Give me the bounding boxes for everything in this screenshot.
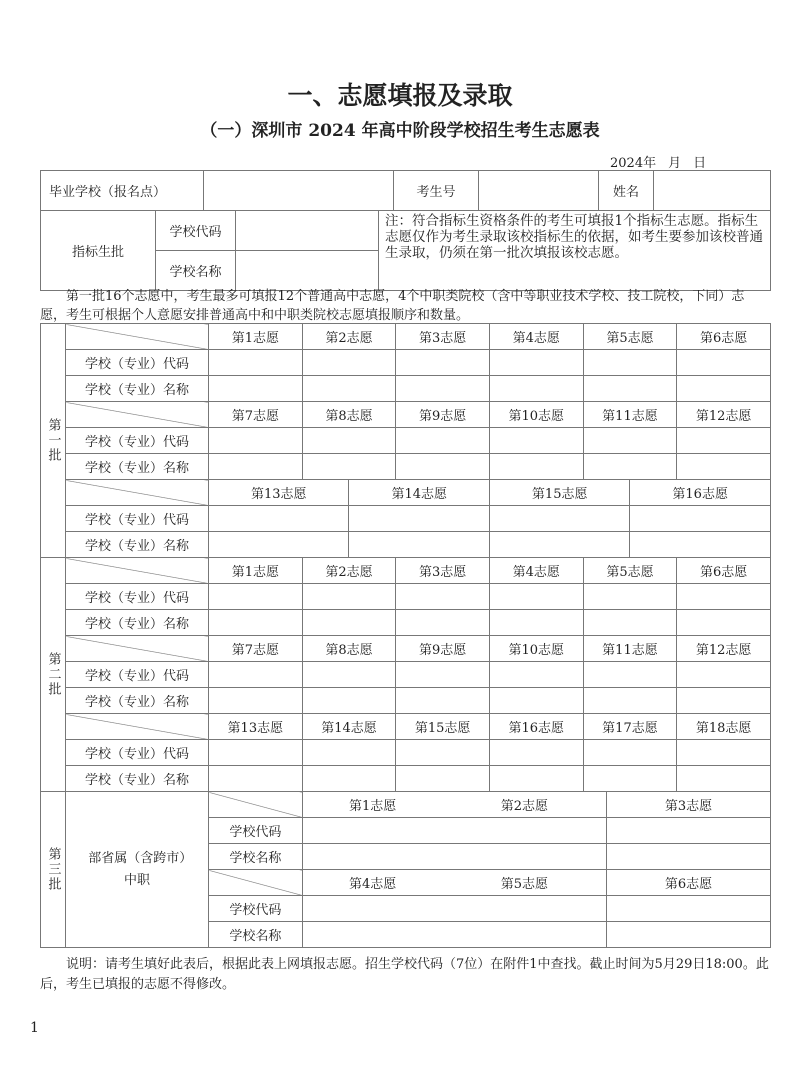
batch-2-choice-header: 第17志愿 (583, 714, 677, 740)
batch-1-code-input[interactable] (583, 350, 677, 376)
batch-2-code-input[interactable] (209, 740, 303, 766)
batch-2-name-input[interactable] (396, 688, 490, 714)
batch-1-choice-header: 第1志愿 (209, 324, 303, 350)
batch-1-choice-header: 第12志愿 (677, 402, 771, 428)
batch-1-name-label: 学校（专业）名称 (66, 532, 209, 558)
table-row (41, 662, 771, 688)
form-subtitle: （一）深圳市 2024 年高中阶段学校招生考生志愿表 (200, 121, 600, 141)
batch-3-category: 部省属（含跨市）中职 (66, 792, 209, 948)
batch-1-choice-header: 第13志愿 (209, 480, 349, 506)
batch-2-code-input[interactable] (677, 584, 771, 610)
batch-2-name-input[interactable] (583, 610, 677, 636)
batch-1-name-input[interactable] (630, 532, 771, 558)
page-title: 一、志愿填报及录取 (287, 81, 513, 110)
date-day: 日 (693, 156, 707, 171)
batch-1-code-input[interactable] (489, 428, 583, 454)
exam-no-label: 考生号 (394, 171, 479, 211)
batch-1-code-input[interactable] (349, 506, 490, 532)
batch-2-code-input[interactable] (489, 740, 583, 766)
batch-1-code-input[interactable] (583, 428, 677, 454)
diagonal-header-cell (209, 792, 303, 818)
batch-1-name-input[interactable] (583, 376, 677, 402)
date-month: 月 (668, 156, 682, 171)
batch-2-choice-header: 第8志愿 (302, 636, 396, 662)
batch1-intro: 第一批16个志愿中，考生最多可填报12个普通高中志愿，4个中职类院校（含中等职业技术学校、技工院校，下同）志愿，考生可根据个人意愿安排普通高中和中职类院校志愿填报顺序和数量。 (40, 289, 745, 323)
quota-code-input[interactable] (236, 211, 379, 251)
batch-2-name-input[interactable] (209, 688, 303, 714)
batch-2-choice-header: 第10志愿 (489, 636, 583, 662)
table-row (41, 480, 771, 506)
batch-2-code-input[interactable] (396, 584, 490, 610)
batch-3-name-input[interactable] (607, 922, 771, 948)
batch-1-code-input[interactable] (302, 428, 396, 454)
batch-2-name-input[interactable] (396, 766, 490, 792)
batch-3-choice-header: 第5志愿 (443, 870, 607, 896)
batch-2-code-label: 学校（专业）代码 (66, 662, 209, 688)
batch-3-choice-header: 第2志愿 (443, 792, 607, 818)
batch-2-choice-header: 第9志愿 (396, 636, 490, 662)
batch-2-choice-header: 第5志愿 (583, 558, 677, 584)
quota-note: 注：符合指标生资格条件的考生可填报1个指标生志愿。指标生志愿仅作为考生录取该校指标生的依据，如考生要参加该校普通生录取，仍须在第一批次填报该校志愿。 (379, 211, 771, 291)
batch-1-choice-header: 第7志愿 (209, 402, 303, 428)
batch-3-name-input[interactable] (302, 844, 606, 870)
table-row (41, 428, 771, 454)
batch-2-name-input[interactable] (583, 766, 677, 792)
batch-1-code-input[interactable] (677, 428, 771, 454)
diagonal-header-cell (66, 324, 209, 350)
batch-1-name-input[interactable] (489, 454, 583, 480)
batch-2-choice-header: 第12志愿 (677, 636, 771, 662)
batch-1-name-label: 学校（专业）名称 (66, 454, 209, 480)
table-row (41, 506, 771, 532)
batch-3-choice-header: 第4志愿 (302, 870, 442, 896)
diagonal-header-cell (209, 870, 303, 896)
batch-1-code-input[interactable] (396, 428, 490, 454)
batch-3-name-label: 学校名称 (209, 844, 303, 870)
batch-2-name-input[interactable] (302, 766, 396, 792)
quota-name-input[interactable] (236, 251, 379, 291)
batch-2-code-input[interactable] (396, 662, 490, 688)
batch-2-choice-header: 第3志愿 (396, 558, 490, 584)
batch-1-name-input[interactable] (677, 376, 771, 402)
table-row (41, 350, 771, 376)
batch-2-name-input[interactable] (209, 766, 303, 792)
batch-1-code-label: 学校（专业）代码 (66, 350, 209, 376)
batch-2-code-input[interactable] (583, 662, 677, 688)
table-row (41, 324, 771, 350)
table-row (41, 376, 771, 402)
batch-2-code-input[interactable] (677, 740, 771, 766)
batch-2-choice-header: 第11志愿 (583, 636, 677, 662)
quota-name-label: 学校名称 (156, 251, 236, 291)
batch-2-name-label: 学校（专业）名称 (66, 688, 209, 714)
batch-1-name-input[interactable] (583, 454, 677, 480)
batch-2-name-input[interactable] (677, 766, 771, 792)
batch-1-code-input[interactable] (209, 506, 349, 532)
batch-2-name-input[interactable] (489, 610, 583, 636)
batch-2-choice-header: 第7志愿 (209, 636, 303, 662)
batch-1-label: 第一批 (41, 324, 66, 558)
table-row (41, 610, 771, 636)
batch-2-code-label: 学校（专业）代码 (66, 584, 209, 610)
batch-1-choice-header: 第10志愿 (489, 402, 583, 428)
batch-3-code-label: 学校代码 (209, 818, 303, 844)
quota-batch-label: 指标生批 (41, 211, 156, 291)
batch-2-name-input[interactable] (302, 688, 396, 714)
batch-3-choice-header: 第6志愿 (607, 870, 771, 896)
batch-3-code-input[interactable] (302, 896, 606, 922)
student-info-table (40, 170, 771, 291)
date-year: 2024年 (610, 156, 657, 171)
name-input[interactable] (654, 171, 771, 211)
batch-2-choice-header: 第1志愿 (209, 558, 303, 584)
name-label: 姓名 (599, 171, 654, 211)
batch-1-code-input[interactable] (630, 506, 771, 532)
school-label: 毕业学校（报名点） (41, 171, 204, 211)
table-row (41, 584, 771, 610)
batch-2-code-input[interactable] (302, 584, 396, 610)
batch-2-code-input[interactable] (583, 740, 677, 766)
batch-2-choice-header: 第13志愿 (209, 714, 303, 740)
batch-2-name-input[interactable] (677, 610, 771, 636)
batch-3-choice-header: 第3志愿 (607, 792, 771, 818)
batch-2-choice-header: 第18志愿 (677, 714, 771, 740)
batch-2-choice-header: 第4志愿 (489, 558, 583, 584)
batch-1-choice-header: 第9志愿 (396, 402, 490, 428)
batch-2-code-input[interactable] (583, 584, 677, 610)
batch-1-choice-header: 第8志愿 (302, 402, 396, 428)
batch-3-label: 第三批 (41, 792, 66, 948)
batch-3-code-input[interactable] (607, 818, 771, 844)
batch-3-name-input[interactable] (302, 922, 606, 948)
batch-2-code-label: 学校（专业）代码 (66, 740, 209, 766)
batch-1-name-input[interactable] (489, 376, 583, 402)
batch-2-name-input[interactable] (302, 610, 396, 636)
batch-2-code-input[interactable] (489, 584, 583, 610)
table-row (41, 402, 771, 428)
batch-3-name-label: 学校名称 (209, 922, 303, 948)
batch-2-choice-header: 第16志愿 (489, 714, 583, 740)
batch-2-name-input[interactable] (677, 688, 771, 714)
preference-table (40, 323, 771, 948)
batch-1-choice-header: 第4志愿 (489, 324, 583, 350)
diagonal-header-cell (66, 636, 209, 662)
batch-2-code-input[interactable] (489, 662, 583, 688)
date-line (610, 152, 718, 171)
batch-1-code-input[interactable] (209, 428, 303, 454)
batch-1-choice-header: 第11志愿 (583, 402, 677, 428)
batch-2-code-input[interactable] (209, 584, 303, 610)
diagonal-header-cell (66, 402, 209, 428)
batch-1-name-label: 学校（专业）名称 (66, 376, 209, 402)
batch-1-code-input[interactable] (489, 350, 583, 376)
batch-1-name-input[interactable] (209, 454, 303, 480)
diagonal-header-cell (66, 714, 209, 740)
batch-1-code-input[interactable] (209, 350, 303, 376)
batch-2-choice-header: 第14志愿 (302, 714, 396, 740)
table-row (41, 714, 771, 740)
page-number: 1 (30, 1020, 39, 1036)
batch-2-name-input[interactable] (583, 688, 677, 714)
batch-2-name-label: 学校（专业）名称 (66, 766, 209, 792)
batch-1-choice-header: 第5志愿 (583, 324, 677, 350)
batch-2-choice-header: 第15志愿 (396, 714, 490, 740)
batch-2-name-label: 学校（专业）名称 (66, 610, 209, 636)
table-row (41, 636, 771, 662)
batch-3-code-input[interactable] (302, 818, 606, 844)
table-row (41, 766, 771, 792)
batch-1-code-label: 学校（专业）代码 (66, 506, 209, 532)
batch-1-choice-header: 第14志愿 (349, 480, 490, 506)
batch-2-name-input[interactable] (489, 766, 583, 792)
batch-1-choice-header: 第2志愿 (302, 324, 396, 350)
school-input[interactable] (204, 171, 394, 211)
batch-1-choice-header: 第15志愿 (489, 480, 629, 506)
batch-1-name-input[interactable] (489, 532, 629, 558)
diagonal-header-cell (66, 558, 209, 584)
batch-2-choice-header: 第2志愿 (302, 558, 396, 584)
batch-1-name-input[interactable] (302, 376, 396, 402)
batch-2-code-input[interactable] (302, 740, 396, 766)
batch-1-choice-header: 第3志愿 (396, 324, 490, 350)
batch-2-label: 第二批 (41, 558, 66, 792)
batch-1-name-input[interactable] (302, 454, 396, 480)
batch-1-name-input[interactable] (677, 454, 771, 480)
batch-3-choice-header: 第1志愿 (302, 792, 442, 818)
table-row (41, 558, 771, 584)
exam-no-input[interactable] (479, 171, 599, 211)
batch-3-code-label: 学校代码 (209, 896, 303, 922)
table-row (41, 454, 771, 480)
batch-1-code-label: 学校（专业）代码 (66, 428, 209, 454)
batch-1-code-input[interactable] (396, 350, 490, 376)
diagonal-header-cell (66, 480, 209, 506)
batch-2-code-input[interactable] (302, 662, 396, 688)
batch-2-name-input[interactable] (396, 610, 490, 636)
batch-2-name-input[interactable] (209, 610, 303, 636)
table-row (41, 740, 771, 766)
batch-2-code-input[interactable] (209, 662, 303, 688)
batch-3-code-input[interactable] (607, 896, 771, 922)
batch-3-name-input[interactable] (607, 844, 771, 870)
batch-1-choice-header: 第16志愿 (630, 480, 771, 506)
batch-1-name-input[interactable] (209, 532, 349, 558)
batch-1-code-input[interactable] (302, 350, 396, 376)
batch-2-code-input[interactable] (396, 740, 490, 766)
quota-code-label: 学校代码 (156, 211, 236, 251)
table-row (41, 688, 771, 714)
table-row (41, 792, 771, 818)
batch-2-code-input[interactable] (677, 662, 771, 688)
batch-2-choice-header: 第6志愿 (677, 558, 771, 584)
batch-1-name-input[interactable] (209, 376, 303, 402)
batch-2-name-input[interactable] (489, 688, 583, 714)
batch-1-name-input[interactable] (396, 454, 490, 480)
batch-1-code-input[interactable] (677, 350, 771, 376)
batch-1-code-input[interactable] (489, 506, 629, 532)
table-row (41, 532, 771, 558)
batch-1-name-input[interactable] (349, 532, 490, 558)
batch-1-choice-header: 第6志愿 (677, 324, 771, 350)
footnote: 说明：请考生填好此表后，根据此表上网填报志愿。招生学校代码（7位）在附件1中查找。截止时间为5月29日18:00。此后，考生已填报的志愿不得修改。 (40, 957, 769, 992)
batch-1-name-input[interactable] (396, 376, 490, 402)
